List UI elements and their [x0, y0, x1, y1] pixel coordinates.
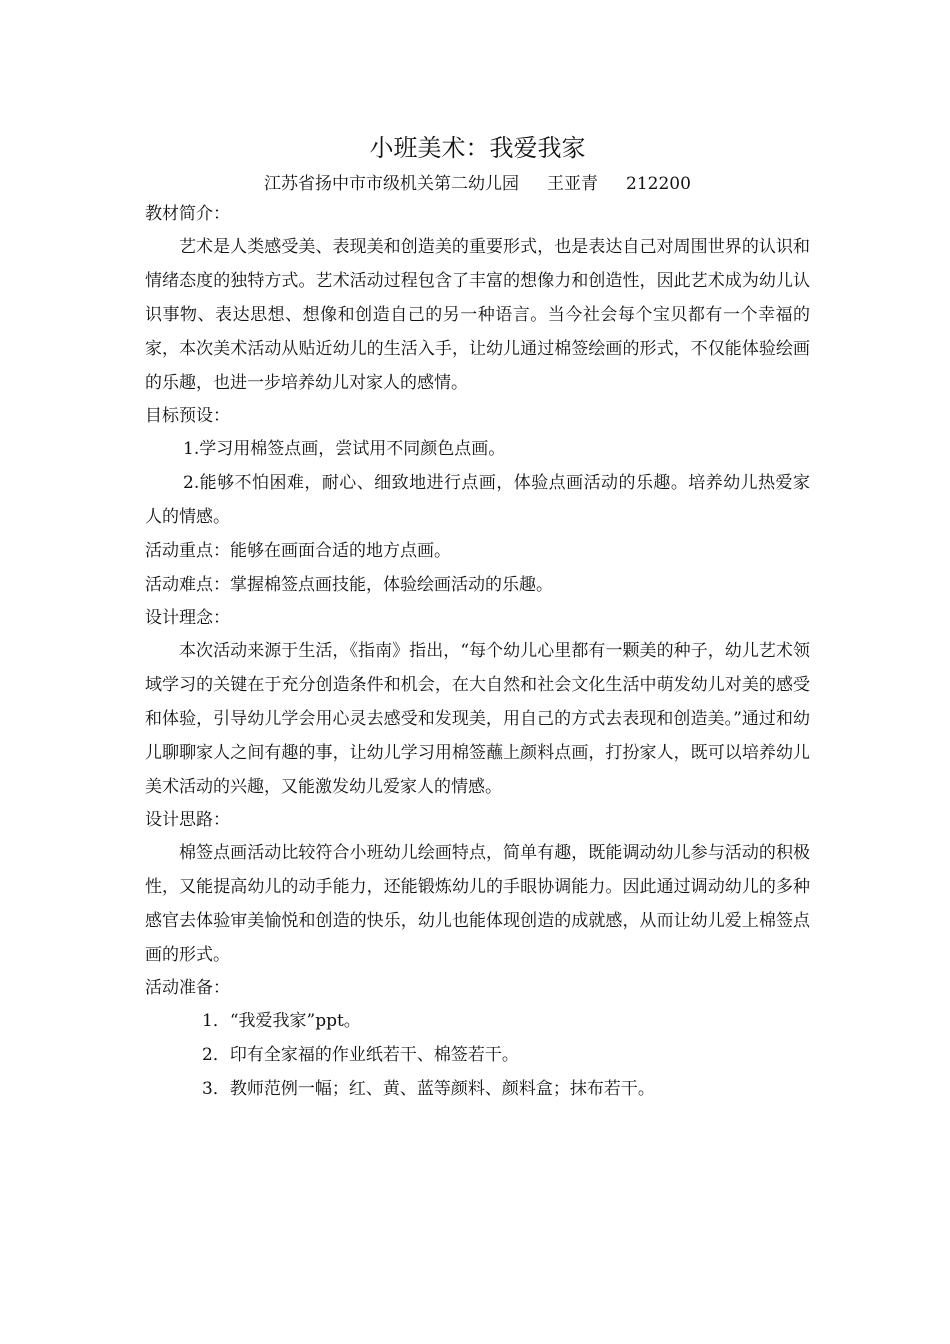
goals-heading: 目标预设： [145, 406, 230, 426]
goal-item-1: 1.学习用棉签点画，尝试用不同颜色点画。 [183, 439, 506, 459]
document-body [145, 128, 810, 1106]
document-title: 小班美术：我爱我家 [369, 134, 586, 162]
thinking-paragraph: 棉签点画活动比较符合小班幼儿绘画特点，简单有趣，既能调动幼儿参与活动的积极性，又能提高幼儿的动手能力，还能锻炼幼儿的手眼协调能力。因此通过调动幼儿的多种感官去体验审美愉悦和创造的快乐，幼儿也能体现创造的成就感，从而让幼儿爱上棉签点画的形式。 [145, 843, 810, 965]
preparation-heading: 活动准备： [145, 978, 230, 998]
preparation-item-2: 2．印有全家福的作业纸若干、棉签若干。 [202, 1045, 519, 1065]
key-point: 活动重点：能够在画面合适的地方点画。 [145, 541, 451, 561]
thinking-heading: 设计思路： [145, 810, 230, 830]
intro-heading: 教材简介： [145, 204, 230, 224]
preparation-item-1: 1．“我爱我家”ppt。 [202, 1011, 361, 1031]
author-line [145, 170, 810, 198]
intro-paragraph: 艺术是人类感受美、表现美和创造美的重要形式，也是表达自己对周围世界的认识和情绪态度的独特方式。艺术活动过程包含了丰富的想像力和创造性，因此艺术成为幼儿认识事物、表达思想、想像和创造自己的另一种语言。当今社会每个宝贝都有一个幸福的家，本次美术活动从贴近幼儿的生活入手，让幼儿通过棉签绘画的形式，不仅能体验绘画的乐趣，也进一步培养幼儿对家人的感情。 [145, 237, 810, 393]
preparation-item-3: 3．教师范例一幅；红、黄、蓝等颜料、颜料盒；抹布若干。 [202, 1079, 655, 1099]
author-school: 江苏省扬中市市级机关第二幼儿园 [264, 174, 520, 194]
concept-paragraph: 本次活动来源于生活，《指南》指出，“每个幼儿心里都有一颗美的种子，幼儿艺术领域学习的关键在于充分创造条件和机会，在大自然和社会文化生活中萌发幼儿对美的感受和体验，引导幼儿学会用心灵去感受和发现美，用自己的方式去表现和创造美。”通过和幼儿聊聊家人之间有趣的事，让幼儿学习用棉签蘸上颜料点画，打扮家人，既可以培养幼儿美术活动的兴趣，又能激发幼儿爱家人的情感。 [145, 641, 810, 797]
author-name: 王亚青 [547, 174, 599, 194]
author-postcode: 212200 [626, 174, 691, 194]
goal-item-2: 2.能够不怕困难，耐心、细致地进行点画，体验点画活动的乐趣。培养幼儿热爱家人的情感。 [145, 473, 810, 527]
concept-heading: 设计理念： [145, 608, 230, 628]
difficulty-point: 活动难点：掌握棉签点画技能，体验绘画活动的乐趣。 [145, 575, 553, 595]
